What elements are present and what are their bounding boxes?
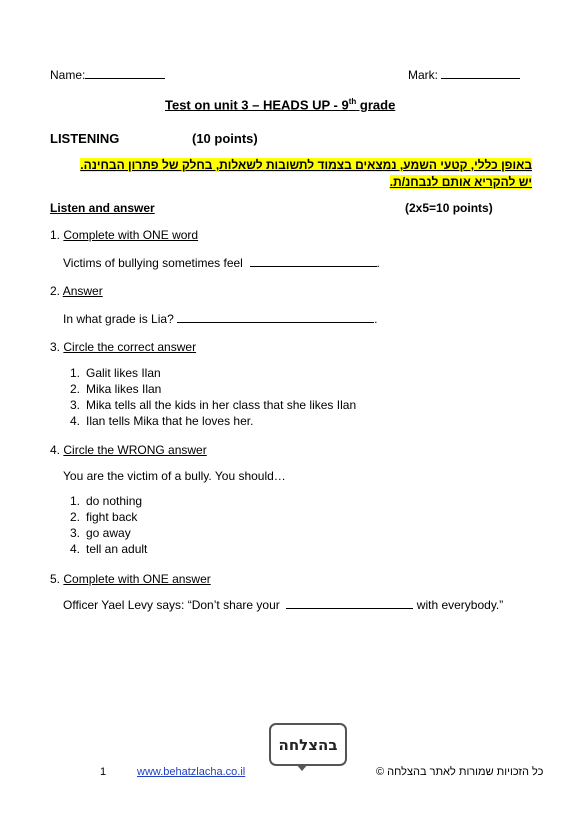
question-instruction: Complete with ONE word xyxy=(63,228,199,242)
listen-heading: Listen and answer xyxy=(50,201,155,215)
question-5-heading xyxy=(50,572,211,586)
question-number: 3. xyxy=(50,340,61,354)
option-item[interactable] xyxy=(70,397,356,413)
mark-field xyxy=(408,67,520,82)
answer-blank[interactable] xyxy=(250,255,377,267)
mark-label: Mark: xyxy=(408,68,438,82)
question-4-options xyxy=(70,493,147,557)
option-number: 1. xyxy=(70,366,81,380)
page-number: 1 xyxy=(100,766,107,778)
name-label: Name: xyxy=(50,68,86,82)
option-number: 4. xyxy=(70,414,81,428)
option-number: 3. xyxy=(70,526,81,540)
question-2-body xyxy=(63,311,377,326)
question-instruction: Complete with ONE answer xyxy=(63,572,211,586)
option-number: 3. xyxy=(70,398,81,412)
question-text-after: with everybody.” xyxy=(416,598,504,612)
question-4-body: You are the victim of a bully. You should… xyxy=(63,469,286,483)
section-points: (10 points) xyxy=(192,131,258,146)
hebrew-note xyxy=(70,157,532,191)
option-item[interactable] xyxy=(70,525,147,541)
answer-blank[interactable] xyxy=(286,597,413,609)
question-3-heading xyxy=(50,340,196,354)
mark-blank[interactable] xyxy=(441,67,520,79)
question-5-body xyxy=(63,597,503,612)
option-item[interactable] xyxy=(70,509,147,525)
period: . xyxy=(376,256,380,270)
option-item[interactable] xyxy=(70,413,356,429)
answer-blank[interactable] xyxy=(177,311,374,323)
option-text: Mika tells all the kids in her class that she likes Ilan xyxy=(86,398,357,412)
question-number: 4. xyxy=(50,443,61,457)
question-number: 1. xyxy=(50,228,61,242)
option-number: 2. xyxy=(70,382,81,396)
option-text: tell an adult xyxy=(86,542,148,556)
question-1-heading xyxy=(50,228,198,242)
hebrew-note-text: באופן כללי, קטעי השמע, נמצאים בצמוד לתשובות לשאלות, בחלק של פתרון הבחינה. יש להקריא אותם לנבחנ/ת. xyxy=(80,158,532,189)
question-text-before: Officer Yael Levy says: “Don’t share your xyxy=(63,598,280,612)
title-suffix: grade xyxy=(356,97,396,113)
option-number: 2. xyxy=(70,510,81,524)
question-text: Victims of bullying sometimes feel xyxy=(63,256,243,270)
listen-points: (2x5=10 points) xyxy=(405,201,493,215)
option-item[interactable] xyxy=(70,365,356,381)
page-title xyxy=(165,97,395,112)
option-text: Ilan tells Mika that he loves her. xyxy=(86,414,254,428)
option-item[interactable] xyxy=(70,493,147,509)
behatzlacha-logo xyxy=(269,723,347,766)
option-item[interactable] xyxy=(70,381,356,397)
option-item[interactable] xyxy=(70,541,147,557)
option-text: go away xyxy=(86,526,131,540)
question-number: 5. xyxy=(50,572,61,586)
website-link[interactable]: www.behatzlacha.co.il xyxy=(137,766,246,778)
section-heading: LISTENING xyxy=(50,131,120,146)
logo-speech-tail xyxy=(296,764,308,771)
option-number: 4. xyxy=(70,542,81,556)
copyright-text: כל הזכויות שמורות לאתר בהצלחה © xyxy=(376,766,544,778)
option-number: 1. xyxy=(70,494,81,508)
period: . xyxy=(374,312,378,326)
title-sup: th xyxy=(348,97,357,106)
question-instruction: Answer xyxy=(62,284,103,298)
question-2-heading xyxy=(50,284,103,298)
question-number: 2. xyxy=(50,284,61,298)
option-text: Mika likes Ilan xyxy=(86,382,162,396)
option-text: Galit likes Ilan xyxy=(86,366,161,380)
question-instruction: Circle the WRONG answer xyxy=(63,443,207,457)
question-text: In what grade is Lia? xyxy=(63,312,174,326)
name-blank[interactable] xyxy=(85,67,165,79)
question-3-options xyxy=(70,365,356,429)
name-field xyxy=(50,67,165,82)
title-prefix: Test on unit 3 – HEADS UP - 9 xyxy=(165,97,349,113)
option-text: fight back xyxy=(86,510,138,524)
logo-text: בהצלחה xyxy=(278,735,338,754)
question-4-heading xyxy=(50,443,207,457)
question-1-body xyxy=(63,255,380,270)
option-text: do nothing xyxy=(86,494,143,508)
question-instruction: Circle the correct answer xyxy=(63,340,197,354)
